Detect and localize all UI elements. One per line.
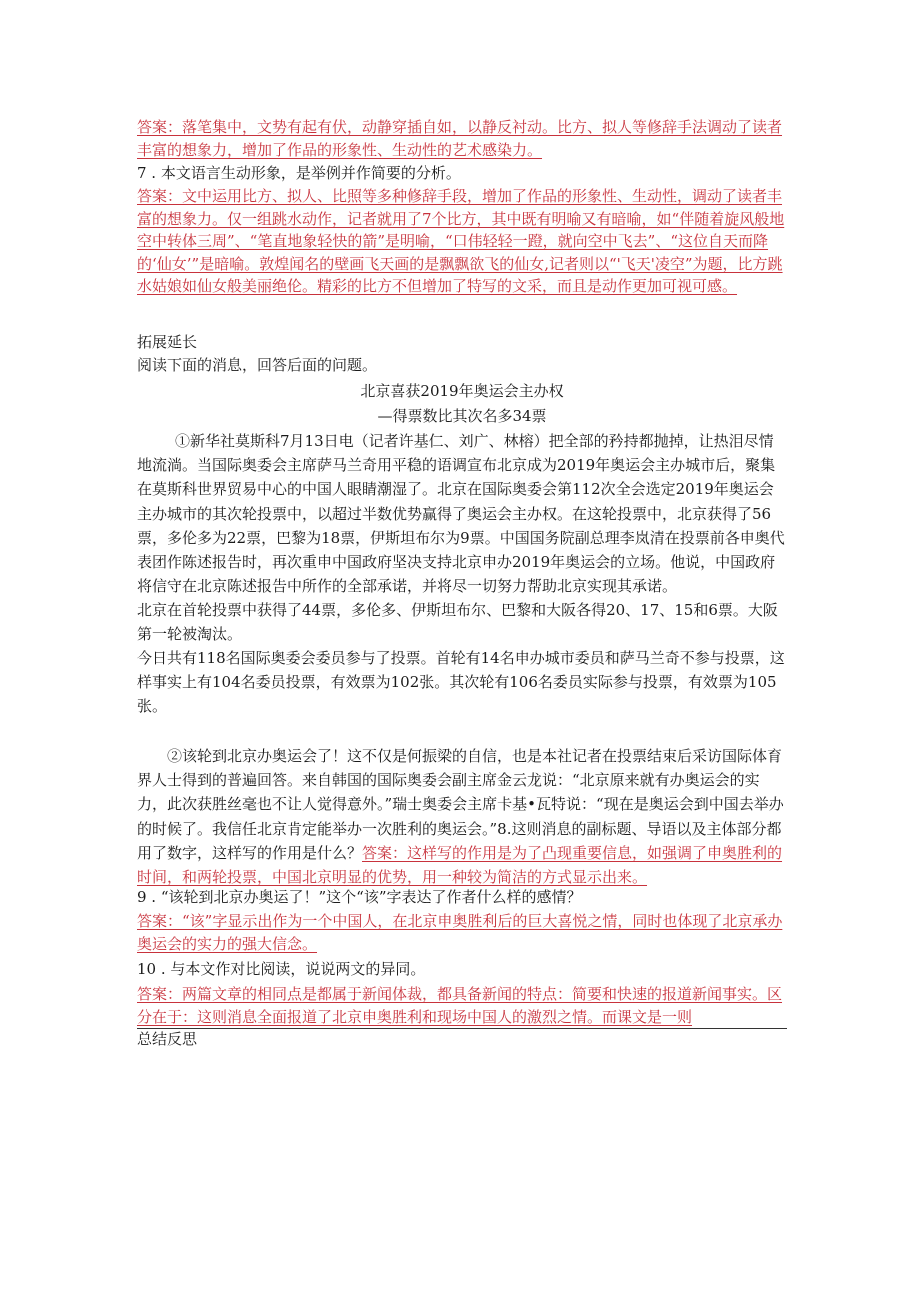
section-heading-summary: 总结反思 bbox=[137, 1030, 198, 1048]
answer-9: 答案：“该”字显示出作为一个中国人，在北京申奥胜利后的巨大喜悦之情，同时也体现了北京承办奥运会的实力的强大信念。 bbox=[137, 912, 783, 953]
question-10: 10 . 与本文作对比阅读，说说两文的异同。 bbox=[137, 960, 426, 978]
article-title: 北京喜获2019年奥运会主办权 bbox=[360, 382, 564, 400]
article-paragraph-1: ①新华社莫斯科7月13日电（记者许基仁、刘广、林榕）把全部的矜持都抛掉，让热泪尽情地流淌。当国际奥委会主席萨马兰奇用平稳的语调宣布北京成为2019年奥运会主办城市后，聚集在莫斯科世界贸易中心的中国人眼睛潮湿了。北京在国际奥委会第112次全会选定2019年奥运会主办城市的其次轮投票中，以超过半数优势赢得了奥运会主办权。在这轮投票中，北京获得了56票，多伦多为22票，巴黎为18票，伊斯坦布尔为9票。中国国务院副总理李岚清在投票前各申奥代表团作陈述报告时，再次重申中国政府坚决支持北京申办2019年奥运会的立场。他说，中国政府将信守在北京陈述报告中所作的全部承诺，并将尽一切努力帮助北京实现其承诺。 bbox=[137, 432, 785, 596]
question-7: 7 . 本文语言生动形象，是举例并作简要的分析。 bbox=[137, 164, 461, 182]
answer-8: 答案：这样写的作用是为了凸现重要信息，如强调了申奥胜利的时间，和两轮投票，中国北京明显的优势，用一种较为简洁的方式显示出来。 bbox=[137, 843, 783, 887]
article-paragraph-2: 北京在首轮投票中获得了44票，多伦多、伊斯坦布尔、巴黎和大阪各得20、17、15和6票。大阪第一轮被淘汰。 bbox=[137, 601, 778, 644]
section-heading-extend: 拓展延长 bbox=[137, 333, 198, 351]
article-paragraph-4 bbox=[137, 744, 787, 889]
answer-7: 答案：文中运用比方、拟人、比照等多种修辞手段，增加了作品的形象性、生动性，调动了读者丰富的想象力。仅一组跳水动作，记者就用了7个比方，其中既有明喻又有暗喻，如“伴随着旋风般地空中转体三周”、“笔直地象轻快的箭”是明喻，“口伟轻轻一蹬，就向空中飞去”、“这位自天而降的‘仙女’”是暗喻。敦煌闻名的壁画飞天画的是飘飘欲飞的仙女,记者则以“'飞天'凌空”为题，比方跳水姑娘如仙女般美丽绝伦。精彩的比方不但增加了特写的文采，而且是动作更加可视可感。 bbox=[137, 187, 785, 295]
answer-6: 答案：落笔集中，文势有起有伏，动静穿插自如，以静反衬动。比方、拟人等修辞手法调动了读者丰富的想象力，增加了作品的形象性、生动性的艺术感染力。 bbox=[137, 118, 783, 159]
question-8: 8.这则消息的副标题、导语以及主体部分都用了数字，这样写的作用是什么？ bbox=[137, 819, 782, 862]
answer-10: 答案：两篇文章的相同点是都属于新闻体裁，都具备新闻的特点：简要和快速的报道新闻事实。区分在于：这则消息全面报道了北京申奥胜利和现场中国人的激烈之情。而课文是一则 bbox=[137, 985, 783, 1026]
article-paragraph-4-text: ②该轮到北京办奥运会了！这不仅是何振梁的自信，也是本社记者在投票结束后采访国际体育界人士得到的普遍回答。来自韩国的国际奥委会副主席金云龙说：“北京原来就有办奥运会的实力，此次获胜丝毫也不让人觉得意外。”瑞士奥委会主席卡基•瓦特说：“现在是奥运会到中国去举办的时候了。我信任北京肯定能举办一次胜利的奥运会。” bbox=[137, 747, 784, 838]
question-9: 9 . “该轮到北京办奥运了！”这个“该”字表达了作者什么样的感情？ bbox=[137, 888, 582, 906]
reading-instruction: 阅读下面的消息，回答后面的问题。 bbox=[137, 356, 378, 374]
article-subtitle: —得票数比其次名多34票 bbox=[377, 407, 547, 425]
article-paragraph-3: 今日共有118名国际奥委会委员参与了投票。首轮有14名申办城市委员和萨马兰奇不参与投票，这样事实上有104名委员投票，有效票为102张。其次轮有106名委员实际参与投票，有效票为105张。 bbox=[137, 649, 785, 716]
